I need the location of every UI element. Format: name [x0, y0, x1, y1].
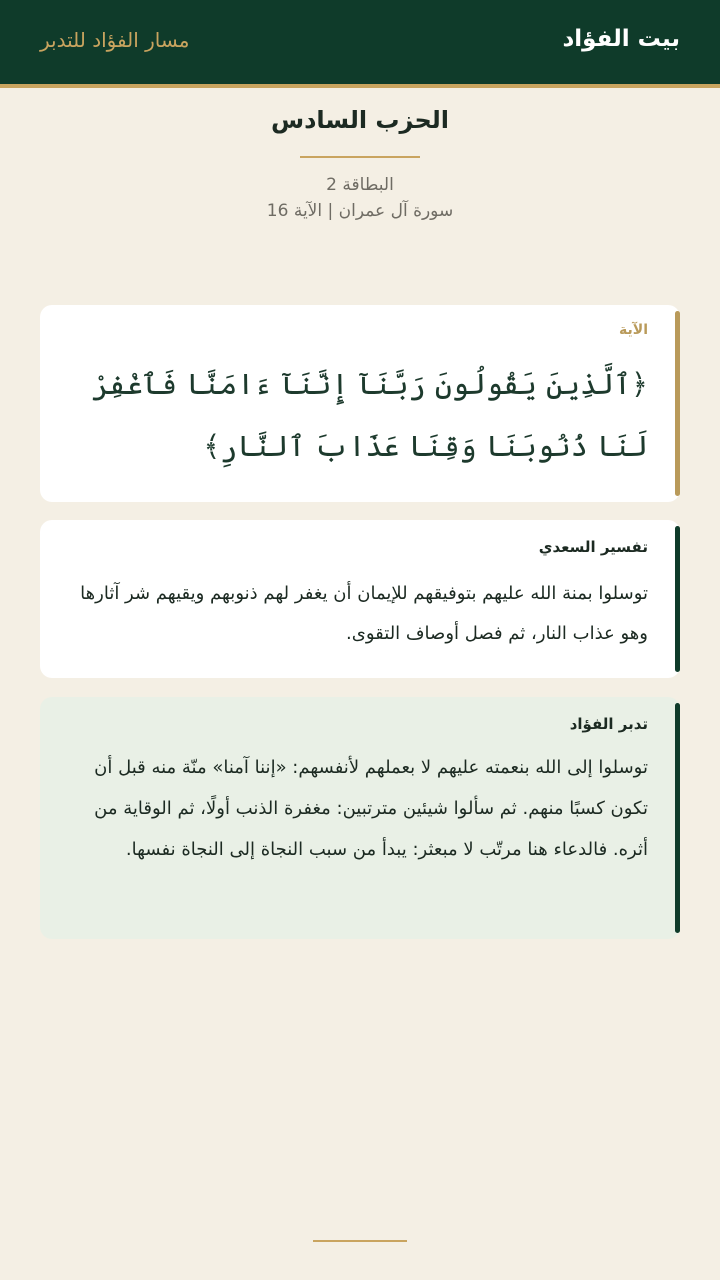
verse-card	[40, 305, 680, 502]
reflection-text: توسلوا إلى الله بنعمته عليهم لا بعملهم لأنفسهم: «إننا آمنا» منّة منه قبل أن تكون كسبًا منهم. ثم سألوا شيئين مترتبين: مغفرة الذنب أولًا، ثم الوقاية من أثره. فالدعاء هنا مرتّب لا مبعثر: يبدأ من سبب النجاة إلى النجاة نفسها.	[94, 757, 648, 860]
reflection-label: تدبر الفؤاد	[569, 715, 648, 733]
tafsir-card-accent-bar	[675, 526, 680, 672]
footer-divider	[313, 1240, 407, 1242]
app-header	[0, 0, 720, 88]
verse-card-accent-bar	[675, 311, 680, 496]
reflection-card-accent-bar	[675, 703, 680, 933]
tafsir-card	[40, 520, 680, 678]
verse-text: ﴿ٱلَّذِينَ يَقُولُونَ رَبَّنَآ إِنَّنَآ ءَامَنَّا فَٱغْفِرْ لَنَا ذُنُوبَنَا وَقِنَا عَذَابَ ٱلنَّارِ﴾	[92, 367, 648, 463]
hizb-title: الحزب السادس	[270, 106, 450, 134]
verse-label: الآية	[619, 322, 648, 338]
reflection-card	[40, 697, 680, 939]
title-divider	[300, 156, 420, 158]
tafsir-text: توسلوا بمنة الله عليهم بتوفيقهم للإيمان أن يغفر لهم ذنوبهم ويقيهم شر آثارها وهو عذاب النار، ثم فصل أوصاف التقوى.	[80, 583, 648, 644]
page-heading	[0, 104, 720, 224]
card-number: البطاقة 2	[326, 175, 394, 195]
app-title: بيت الفؤاد	[562, 26, 680, 52]
surah-reference: سورة آل عمران | الآية 16	[266, 201, 454, 221]
reflection-path-link[interactable]: مسار الفؤاد للتدبر	[40, 28, 190, 52]
tafsir-label: تفسير السعدي	[538, 538, 648, 556]
